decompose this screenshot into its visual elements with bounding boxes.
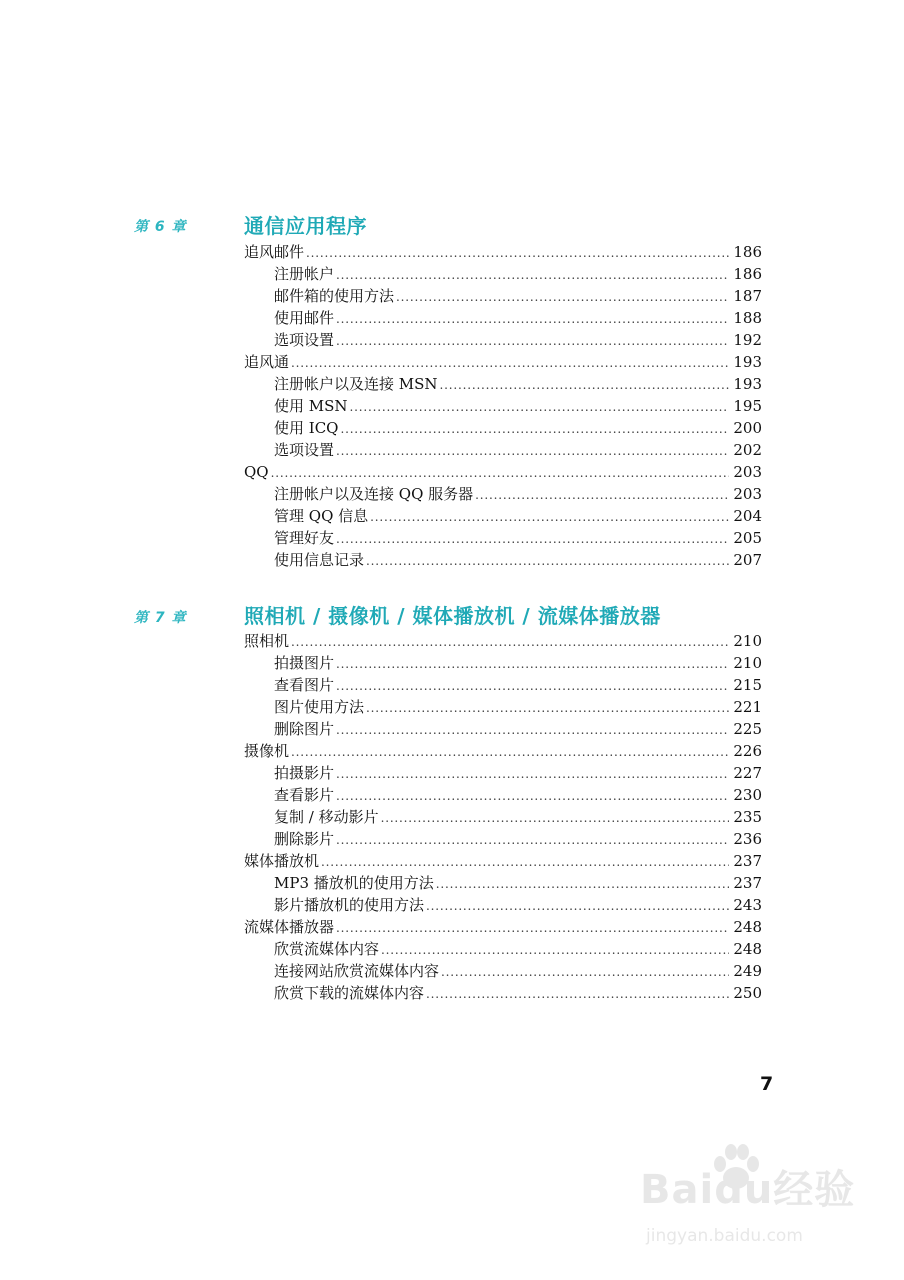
toc-entry[interactable] xyxy=(244,806,762,828)
dot-leader xyxy=(336,653,729,675)
toc-entry-page: 203 xyxy=(733,485,762,503)
dot-leader xyxy=(321,851,729,873)
chapter-6-label: 第 6 章 xyxy=(134,219,187,235)
toc-entry-page: 210 xyxy=(733,632,762,650)
toc-entry-page: 243 xyxy=(733,896,762,914)
toc-entry[interactable] xyxy=(244,527,762,549)
dot-leader xyxy=(336,763,729,785)
toc-entry-page: 193 xyxy=(733,353,762,371)
toc-entry-page: 205 xyxy=(733,529,762,547)
toc-entry-page: 230 xyxy=(733,786,762,804)
dot-leader xyxy=(381,939,729,961)
watermark-logo: Baidu经验 xyxy=(640,1167,856,1213)
toc-entry-title: 管理好友 xyxy=(274,529,335,547)
toc-entry-page: 221 xyxy=(733,698,762,716)
dot-leader xyxy=(291,741,729,763)
toc-entry-title: 注册帐户 xyxy=(274,265,335,283)
chapter-7-entries xyxy=(244,630,762,1004)
toc-entry[interactable] xyxy=(244,652,762,674)
toc-entry-title: 拍摄图片 xyxy=(274,654,335,672)
toc-entry[interactable] xyxy=(244,740,762,762)
toc-entry-title: 使用 MSN xyxy=(274,397,348,415)
toc-entry[interactable] xyxy=(244,505,762,527)
toc-entry-page: 207 xyxy=(733,551,762,569)
toc-entry[interactable] xyxy=(244,718,762,740)
toc-entry-title: 邮件箱的使用方法 xyxy=(274,287,395,305)
toc-entry-title: 删除影片 xyxy=(274,830,335,848)
toc-entry-page: 204 xyxy=(733,507,762,525)
toc-entry-page: 236 xyxy=(733,830,762,848)
page-number: 7 xyxy=(760,1073,774,1095)
chapter-6-title: 通信应用程序 xyxy=(244,214,367,238)
dot-leader xyxy=(440,374,730,396)
dot-leader xyxy=(306,242,729,264)
toc-entry-title: 图片使用方法 xyxy=(274,698,365,716)
toc-entry-page: 249 xyxy=(733,962,762,980)
toc-entry-title: 注册帐户以及连接 MSN xyxy=(274,375,438,393)
toc-entry[interactable] xyxy=(244,894,762,916)
dot-leader xyxy=(381,807,730,829)
toc-entry-title: 媒体播放机 xyxy=(244,852,320,870)
dot-leader xyxy=(366,550,729,572)
dot-leader xyxy=(291,631,729,653)
toc-entry-title: 使用邮件 xyxy=(274,309,335,327)
dot-leader xyxy=(340,418,729,440)
toc-entry-page: 202 xyxy=(733,441,762,459)
toc-entry-page: 210 xyxy=(733,654,762,672)
toc-entry-title: 复制 / 移动影片 xyxy=(274,808,379,826)
toc-entry-title: MP3 播放机的使用方法 xyxy=(274,874,434,892)
dot-leader xyxy=(336,440,729,462)
toc-entry[interactable] xyxy=(244,696,762,718)
toc-entry[interactable] xyxy=(244,762,762,784)
toc-entry[interactable] xyxy=(244,285,762,307)
toc-entry[interactable] xyxy=(244,439,762,461)
chapter-7-label: 第 7 章 xyxy=(134,610,187,626)
toc-entry-page: 225 xyxy=(733,720,762,738)
toc-entry-page: 237 xyxy=(733,852,762,870)
dot-leader xyxy=(336,829,729,851)
dot-leader xyxy=(336,785,729,807)
toc-entry[interactable] xyxy=(244,329,762,351)
dot-leader xyxy=(426,895,729,917)
toc-entry-page: 227 xyxy=(733,764,762,782)
dot-leader xyxy=(436,873,730,895)
toc-entry-page: 200 xyxy=(733,419,762,437)
toc-entry[interactable] xyxy=(244,483,762,505)
dot-leader xyxy=(271,462,730,484)
toc-entry[interactable] xyxy=(244,850,762,872)
toc-entry-title: 摄像机 xyxy=(244,742,290,760)
toc-entry-title: 查看图片 xyxy=(274,676,335,694)
toc-entry[interactable] xyxy=(244,241,762,263)
toc-entry[interactable] xyxy=(244,938,762,960)
dot-leader xyxy=(475,484,729,506)
toc-entry-page: 186 xyxy=(733,265,762,283)
toc-entry-title: 注册帐户以及连接 QQ 服务器 xyxy=(274,485,474,503)
dot-leader xyxy=(336,917,729,939)
chapter-6-entries xyxy=(244,241,762,571)
toc-entry-page: 226 xyxy=(733,742,762,760)
toc-entry-page: 235 xyxy=(733,808,762,826)
dot-leader xyxy=(441,961,729,983)
toc-entry-page: 215 xyxy=(733,676,762,694)
toc-entry[interactable] xyxy=(244,674,762,696)
toc-entry[interactable] xyxy=(244,960,762,982)
dot-leader xyxy=(336,675,729,697)
toc-entry-title: 欣赏流媒体内容 xyxy=(274,940,380,958)
toc-entry-page: 250 xyxy=(733,984,762,1002)
toc-entry-title: 连接网站欣赏流媒体内容 xyxy=(274,962,440,980)
toc-entry-title: 追风通 xyxy=(244,353,290,371)
toc-entry-page: 186 xyxy=(733,243,762,261)
dot-leader xyxy=(336,330,729,352)
dot-leader xyxy=(336,528,729,550)
toc-entry[interactable] xyxy=(244,373,762,395)
toc-entry[interactable] xyxy=(244,549,762,571)
toc-entry-title: 影片播放机的使用方法 xyxy=(274,896,425,914)
toc-entry-page: 248 xyxy=(733,940,762,958)
toc-entry[interactable] xyxy=(244,872,762,894)
toc-entry-title: 选项设置 xyxy=(274,441,335,459)
dot-leader xyxy=(336,308,729,330)
toc-entry-page: 248 xyxy=(733,918,762,936)
toc-entry-title: 查看影片 xyxy=(274,786,335,804)
toc-entry[interactable] xyxy=(244,784,762,806)
toc-entry-page: 187 xyxy=(733,287,762,305)
toc-entry-title: 追风邮件 xyxy=(244,243,305,261)
toc-entry-page: 188 xyxy=(733,309,762,327)
toc-entry-title: 管理 QQ 信息 xyxy=(274,507,369,525)
dot-leader xyxy=(336,719,729,741)
toc-entry-page: 192 xyxy=(733,331,762,349)
toc-entry-title: 删除图片 xyxy=(274,720,335,738)
toc-entry-title: 流媒体播放器 xyxy=(244,918,335,936)
dot-leader xyxy=(336,264,729,286)
toc-entry-page: 195 xyxy=(733,397,762,415)
toc-entry-page: 203 xyxy=(733,463,762,481)
watermark-url: jingyan.baidu.com xyxy=(646,1226,803,1246)
toc-entry-title: 照相机 xyxy=(244,632,290,650)
dot-leader xyxy=(426,983,729,1005)
baidu-watermark xyxy=(640,1140,880,1270)
dot-leader xyxy=(366,697,729,719)
dot-leader xyxy=(291,352,729,374)
toc-entry-title: 使用信息记录 xyxy=(274,551,365,569)
dot-leader xyxy=(396,286,729,308)
chapter-7-title: 照相机 / 摄像机 / 媒体播放机 / 流媒体播放器 xyxy=(244,604,661,628)
toc-entry[interactable] xyxy=(244,630,762,652)
toc-entry-title: 选项设置 xyxy=(274,331,335,349)
toc-entry-title: 欣赏下载的流媒体内容 xyxy=(274,984,425,1002)
toc-entry-title: 使用 ICQ xyxy=(274,419,339,437)
toc-entry[interactable] xyxy=(244,461,762,483)
toc-entry-title: QQ xyxy=(244,463,269,481)
toc-entry[interactable] xyxy=(244,263,762,285)
dot-leader xyxy=(370,506,729,528)
toc-entry[interactable] xyxy=(244,916,762,938)
toc-entry[interactable] xyxy=(244,351,762,373)
toc-entry[interactable] xyxy=(244,395,762,417)
dot-leader xyxy=(350,396,730,418)
toc-entry[interactable] xyxy=(244,417,762,439)
toc-entry-page: 237 xyxy=(733,874,762,892)
toc-entry-title: 拍摄影片 xyxy=(274,764,335,782)
toc-entry[interactable] xyxy=(244,982,762,1004)
toc-entry[interactable] xyxy=(244,828,762,850)
toc-entry[interactable] xyxy=(244,307,762,329)
toc-entry-page: 193 xyxy=(733,375,762,393)
